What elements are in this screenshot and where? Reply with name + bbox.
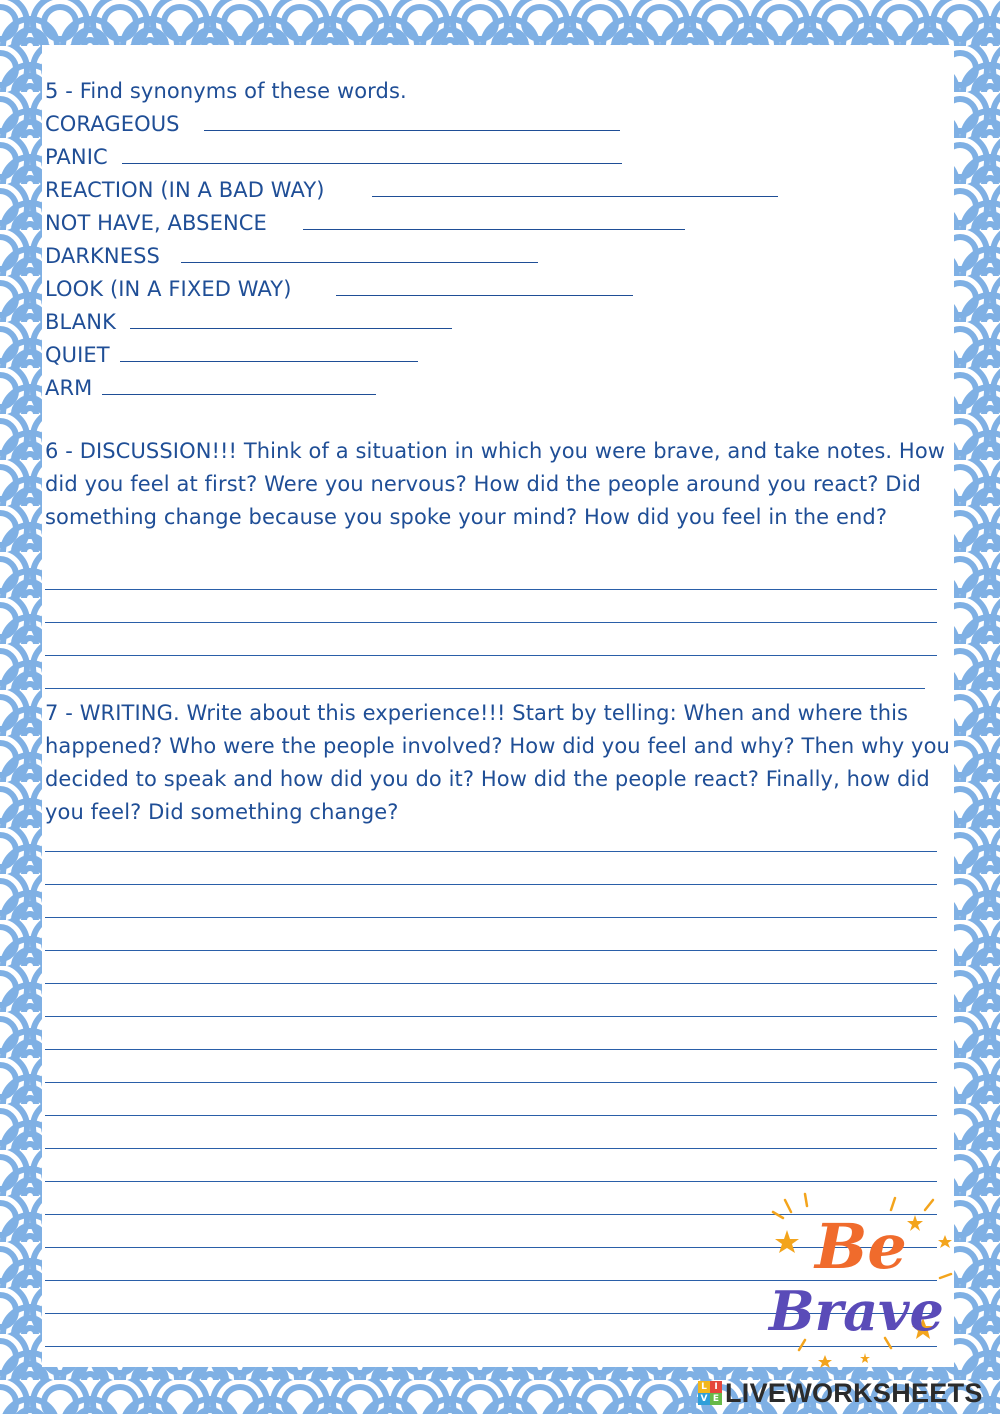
synonym-row <box>45 174 325 207</box>
synonym-answer-line[interactable] <box>303 229 685 230</box>
answer-line[interactable] <box>45 1115 937 1116</box>
answer-line[interactable] <box>45 1082 937 1083</box>
answer-line[interactable] <box>45 622 937 623</box>
answer-line[interactable] <box>45 688 925 689</box>
synonym-word: PANIC <box>45 145 108 169</box>
synonym-word: BLANK <box>45 310 116 334</box>
synonym-answer-line[interactable] <box>204 130 620 131</box>
answer-line[interactable] <box>45 655 937 656</box>
synonym-row <box>45 240 160 273</box>
synonym-row <box>45 207 267 240</box>
logo-be-text: Be <box>815 1210 907 1283</box>
answer-line[interactable] <box>45 917 937 918</box>
synonym-answer-line[interactable] <box>120 361 418 362</box>
synonym-row <box>45 306 116 339</box>
synonym-answer-line[interactable] <box>122 163 622 164</box>
answer-line[interactable] <box>45 1016 937 1017</box>
synonym-row <box>45 108 180 141</box>
answer-line[interactable] <box>45 1181 937 1182</box>
synonym-word: CORAGEOUS <box>45 112 180 136</box>
section-6-prompt: 6 - DISCUSSION!!! Think of a situation in which you were brave, and take notes. How did you feel at first? Were you nervous? How did the people around you react? Did something change because you spoke your mind? How did you feel in the end? <box>45 439 946 529</box>
answer-line[interactable] <box>45 589 937 590</box>
synonym-row <box>45 372 92 405</box>
liveworksheets-brand[interactable] <box>698 1378 983 1408</box>
synonym-row <box>45 273 292 306</box>
answer-line[interactable] <box>45 851 937 852</box>
synonym-word: ARM <box>45 376 93 400</box>
synonym-answer-line[interactable] <box>130 328 452 329</box>
section-5-heading: 5 - Find synonyms of these words. <box>45 79 407 103</box>
badge-letter: I <box>710 1381 722 1393</box>
synonym-answer-line[interactable] <box>102 394 376 395</box>
answer-line[interactable] <box>45 1148 937 1149</box>
synonym-word: REACTION (IN A BAD WAY) <box>45 178 325 202</box>
synonym-row <box>45 339 110 372</box>
synonym-answer-line[interactable] <box>336 295 633 296</box>
badge-letter: L <box>698 1381 710 1393</box>
answer-line[interactable] <box>45 983 937 984</box>
badge-letter: V <box>698 1393 710 1405</box>
synonym-word: QUIET <box>45 343 110 367</box>
badge-letter: E <box>710 1393 722 1405</box>
logo-brave-text: Brave <box>769 1279 944 1343</box>
synonym-word: LOOK (IN A FIXED WAY) <box>45 277 292 301</box>
section-7-prompt: 7 - WRITING. Write about this experience!!! Start by telling: When and where this happened? Who were the people involved? How did you feel and why? Then why you decided to speak and how did you do it? How did the people react? Finally, how did you feel? Did something change? <box>45 701 950 824</box>
answer-line[interactable] <box>45 884 937 885</box>
answer-line[interactable] <box>45 950 937 951</box>
synonym-row <box>45 141 108 174</box>
synonym-word: DARKNESS <box>45 244 160 268</box>
liveworksheets-wordmark: LIVEWORKSHEETS <box>725 1377 983 1408</box>
synonym-answer-line[interactable] <box>181 262 538 263</box>
be-brave-logo <box>765 1190 960 1370</box>
synonym-word: NOT HAVE, ABSENCE <box>45 211 267 235</box>
live-badge-icon <box>698 1381 722 1405</box>
synonym-answer-line[interactable] <box>372 196 778 197</box>
answer-line[interactable] <box>45 1049 937 1050</box>
